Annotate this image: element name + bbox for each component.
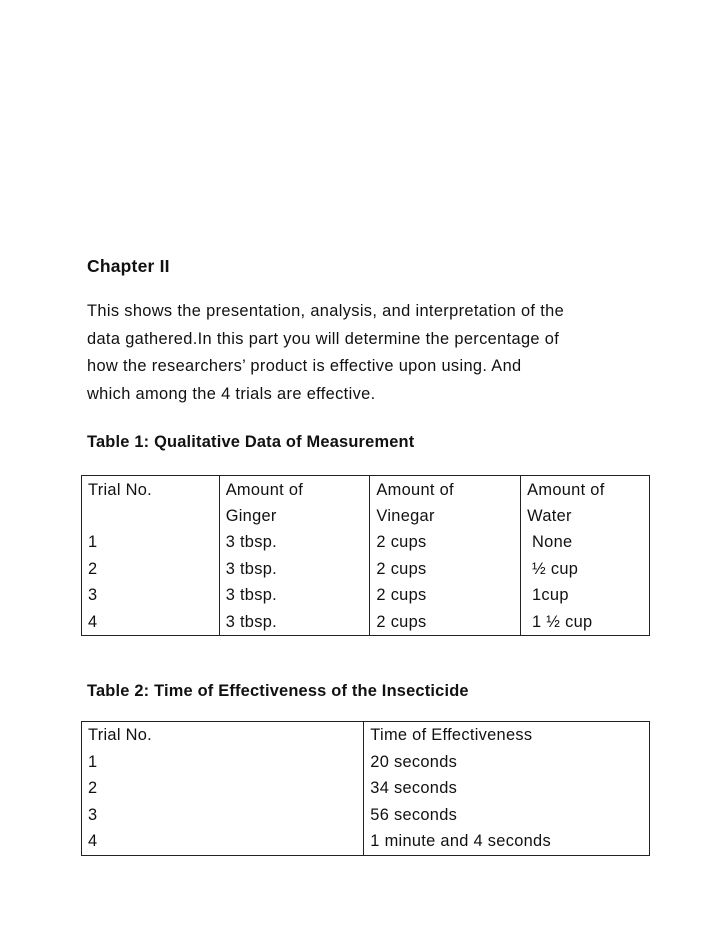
table-row: [82, 529, 650, 556]
table-cell: 3: [82, 582, 220, 609]
table-cell: 56 seconds: [364, 802, 650, 829]
table-header-row: [82, 476, 650, 530]
table-cell: 2 cups: [370, 609, 521, 636]
table2-caption: Table 2: Time of Effectiveness of the Insecticide: [87, 682, 469, 700]
table-cell: None: [521, 529, 650, 556]
table1-caption: Table 1: Qualitative Data of Measurement: [87, 433, 415, 451]
header-text: Amount of: [376, 481, 454, 499]
table-cell: 3 tbsp.: [219, 609, 370, 636]
table-row: [82, 609, 650, 636]
header-text: Ginger: [225, 507, 277, 525]
table-row: [82, 556, 650, 583]
table-cell: 3 tbsp.: [219, 556, 370, 583]
table-cell: 3 tbsp.: [219, 529, 370, 556]
intro-line: how the researchers’ product is effective upon using. And: [87, 357, 522, 375]
header-cell-trial: [82, 476, 220, 530]
table-cell: 1 minute and 4 seconds: [364, 828, 650, 855]
table-cell: 2: [82, 556, 220, 583]
table-cell: 1: [82, 749, 364, 776]
table-row: [82, 802, 650, 829]
table-row: [82, 749, 650, 776]
header-cell-water: [521, 476, 650, 530]
header-text: Amount of: [225, 481, 304, 499]
table-cell: 3: [82, 802, 364, 829]
table-cell: 2 cups: [370, 556, 521, 583]
header-text: Vinegar: [376, 507, 435, 525]
table-cell: 2 cups: [370, 582, 521, 609]
table-cell: 1cup: [521, 582, 650, 609]
header-text: Amount of: [527, 481, 605, 499]
table-header-row: [82, 722, 650, 749]
table-row: [82, 828, 650, 855]
header-cell-ginger: [219, 476, 370, 530]
table-cell: ½ cup: [521, 556, 650, 583]
header-text: Trial No.: [88, 481, 153, 499]
header-cell-vinegar: [370, 476, 521, 530]
table-cell: 1: [82, 529, 220, 556]
table-cell: 1 ½ cup: [521, 609, 650, 636]
intro-paragraph: [87, 298, 657, 408]
table-cell: 4: [82, 828, 364, 855]
table-cell: 4: [82, 609, 220, 636]
table-row: [82, 775, 650, 802]
intro-line: data gathered.In this part you will determine the percentage of: [87, 329, 560, 348]
intro-line: which among the 4 trials are effective.: [87, 384, 376, 403]
header-cell-trial: Trial No.: [82, 722, 364, 749]
measurement-table: [81, 475, 650, 636]
header-text: Water: [527, 507, 572, 525]
table-cell: 3 tbsp.: [219, 582, 370, 609]
table-cell: 2 cups: [370, 529, 521, 556]
header-cell-time: Time of Effectiveness: [364, 722, 650, 749]
chapter-title: Chapter II: [87, 256, 170, 276]
intro-line: This shows the presentation, analysis, and interpretation of the: [87, 302, 565, 320]
table-cell: 34 seconds: [364, 775, 650, 802]
table-cell: 20 seconds: [364, 749, 650, 776]
table-cell: 2: [82, 775, 364, 802]
table-row: [82, 582, 650, 609]
effectiveness-table: [81, 721, 650, 856]
